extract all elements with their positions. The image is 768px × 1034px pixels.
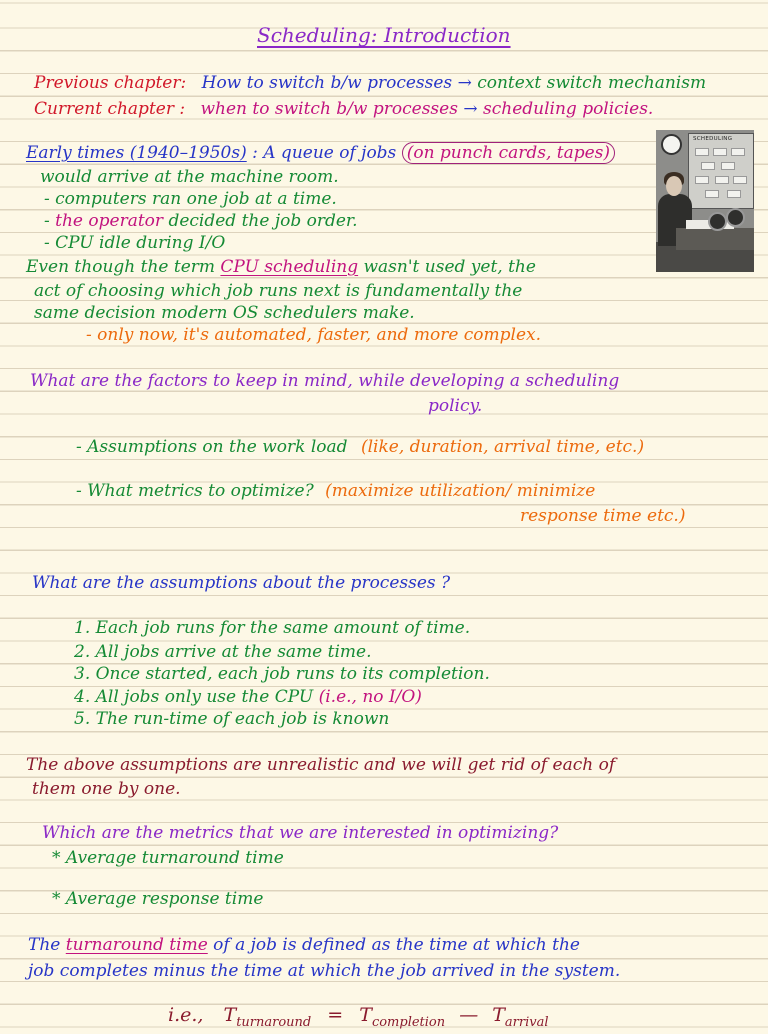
factors-question-cont: policy. [428, 396, 483, 416]
previous-chapter-result: context switch mechanism [477, 73, 707, 93]
turnaround-term: turnaround time [65, 935, 208, 955]
metric-item-2: * Average response time [52, 889, 264, 909]
assumption-item-4 [74, 686, 422, 708]
assumption-item-5: 5. The run-time of each job is known [74, 709, 390, 729]
factor-1 [76, 436, 644, 458]
tape-reel-icon [726, 208, 745, 227]
current-chapter-line [34, 98, 653, 120]
assumption-item-3: 3. Once started, each job runs to its completion. [74, 664, 490, 684]
factor-2 [76, 480, 595, 502]
turnaround-def-text: The [28, 935, 61, 955]
early-times-text: : A queue of jobs [252, 143, 397, 163]
arrow-icon: → [457, 73, 472, 93]
factor-1-text: - Assumptions on the work load [76, 437, 348, 457]
factor-2-note-cont: response time etc.) [520, 506, 686, 526]
assumptions-question: What are the assumptions about the processes ? [32, 573, 451, 593]
turnaround-definition-cont: job completes minus the time at which the job arrived in the system. [28, 961, 621, 981]
early-times-bullet-1: - computers ran one job at a time. [44, 189, 337, 209]
formula-lhs: $T_{turnaround}$ [223, 1004, 312, 1030]
early-times-note: (on punch cards, tapes) [402, 142, 615, 164]
tape-reel-icon [708, 212, 727, 231]
previous-chapter-line [34, 72, 706, 94]
bullet-dash: - [44, 211, 50, 231]
factor-2-note: (maximize utilization/ minimize [325, 481, 596, 501]
early-times-bullet-3: - CPU idle during I/O [44, 233, 226, 253]
scheduling-board-label: SCHEDULING [693, 136, 733, 142]
metrics-question: Which are the metrics that we are interested in optimizing? [42, 823, 559, 843]
archival-photo [656, 130, 754, 272]
early-times-line-2: would arrive at the machine room. [40, 167, 339, 187]
scheduling-board [688, 133, 754, 209]
formula-ie: i.e., [168, 1004, 204, 1026]
operator-text: decided the job order. [168, 211, 358, 231]
formula-minus: — [459, 1004, 479, 1026]
current-chapter-result: scheduling policies. [483, 99, 654, 119]
unrealistic-note-cont: them one by one. [32, 779, 181, 799]
assumption-4-note: (i.e., no I/O) [318, 687, 422, 707]
unrealistic-note: The above assumptions are unrealistic and we will get rid of each of [26, 755, 616, 775]
assumption-item-1: 1. Each job runs for the same amount of time. [74, 618, 471, 638]
even-though-line-4: - only now, it's automated, faster, and more complex. [86, 325, 542, 345]
even-though-line-1 [26, 256, 536, 278]
factor-1-note: (like, duration, arrival time, etc.) [360, 437, 645, 457]
assumption-4-text: 4. All jobs only use the CPU [74, 687, 314, 707]
operator-term: the operator [55, 211, 164, 231]
clock-icon [661, 134, 682, 155]
factor-2-text: - What metrics to optimize? [76, 481, 314, 501]
early-times-bullet-2 [44, 210, 358, 232]
turnaround-def-text-2: of a job is defined as the time at which the [213, 935, 580, 955]
page-title: Scheduling: Introduction [257, 23, 511, 47]
formula-completion: $T_{completion}$ [359, 1004, 446, 1030]
even-though-line-2: act of choosing which job runs next is fundamentally the [34, 281, 523, 301]
arrow-icon: → [463, 99, 478, 119]
even-though-text-2: wasn't used yet, the [363, 257, 536, 277]
previous-chapter-text: How to switch b/w processes [201, 73, 453, 93]
even-though-line-3: same decision modern OS schedulers make. [34, 303, 415, 323]
early-times-line [26, 142, 615, 164]
previous-chapter-label: Previous chapter: [34, 73, 187, 93]
formula-equals: = [327, 1004, 344, 1026]
current-chapter-label: Current chapter : [34, 99, 186, 119]
assumption-item-2: 2. All jobs arrive at the same time. [74, 642, 372, 662]
metric-item-1: * Average turnaround time [52, 848, 284, 868]
early-times-label: Early times (1940–1950s) [26, 143, 247, 163]
turnaround-formula [168, 1004, 549, 1034]
factors-question: What are the factors to keep in mind, while developing a scheduling [30, 371, 620, 391]
current-chapter-text: when to switch b/w processes [200, 99, 458, 119]
even-though-text: Even though the term [26, 257, 216, 277]
formula-arrival: $T_{arrival}$ [492, 1004, 549, 1030]
turnaround-definition [28, 934, 580, 956]
cpu-scheduling-term: CPU scheduling [220, 257, 359, 277]
